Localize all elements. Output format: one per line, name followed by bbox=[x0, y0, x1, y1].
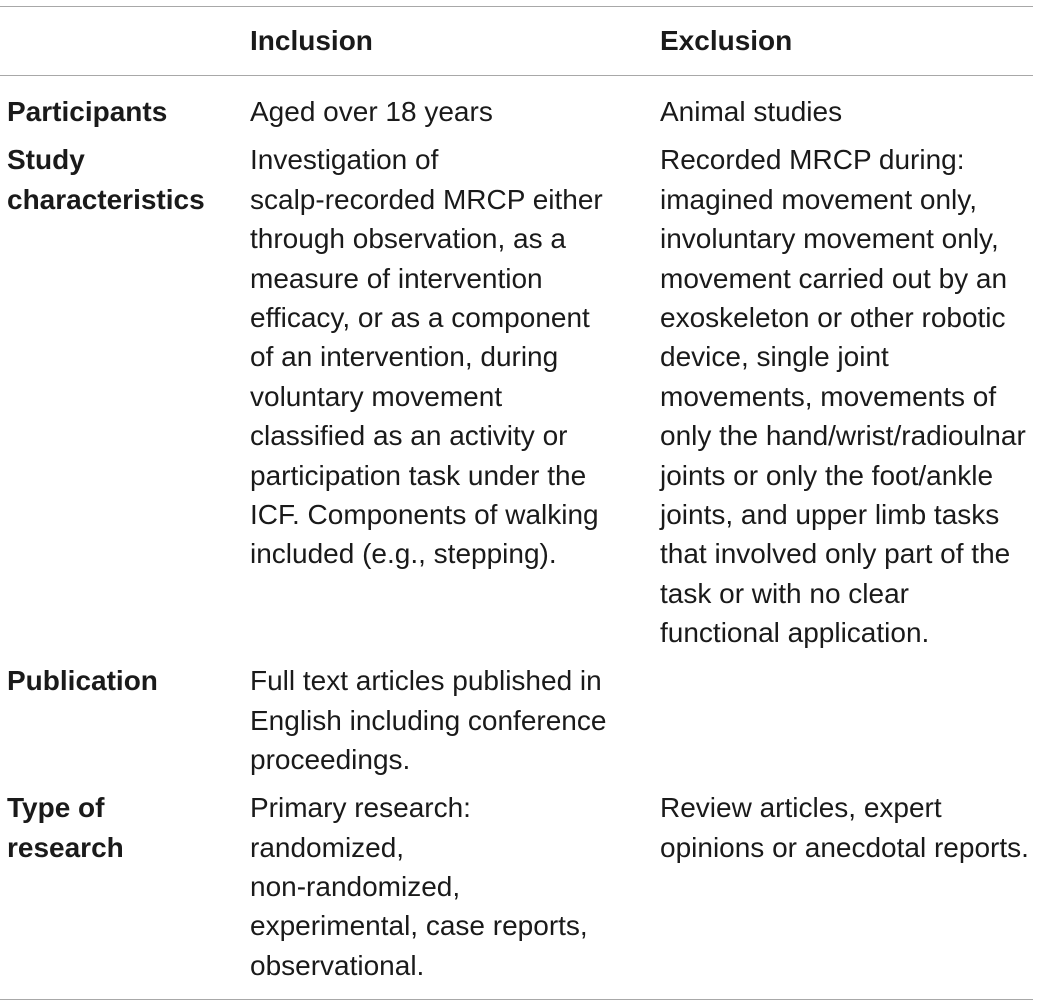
cell-text-line: involuntary movement only, bbox=[660, 223, 999, 255]
table-row bbox=[0, 657, 1033, 784]
cell-text-line: Recorded MRCP during: bbox=[660, 144, 965, 176]
cell-text-line: exoskeleton or other robotic bbox=[660, 302, 1006, 334]
exclusion-cell bbox=[660, 657, 1033, 784]
cell-text-line: task or with no clear bbox=[660, 577, 909, 609]
cell-text-line: through observation, as a bbox=[250, 223, 566, 255]
row-header-cell bbox=[0, 657, 250, 784]
cell-text-line: movement carried out by an bbox=[660, 262, 1008, 294]
cell-text-line: joints, and upper limb tasks bbox=[660, 499, 1000, 531]
header-corner-cell bbox=[0, 7, 250, 76]
cell-text-line: characteristics bbox=[7, 183, 205, 215]
cell-text-line: efficacy, or as a component bbox=[250, 302, 590, 334]
cell-text-line: Primary research: bbox=[250, 792, 471, 824]
cell-text-line: scalp-recorded MRCP either bbox=[250, 183, 603, 215]
cell-text-line: functional application. bbox=[660, 617, 930, 649]
cell-text-line: only the hand/wrist/radioulnar bbox=[660, 420, 1026, 452]
cell-text-line: voluntary movement bbox=[250, 380, 503, 412]
cell-text-line: that involved only part of the bbox=[660, 538, 1011, 570]
exclusion-cell bbox=[660, 76, 1033, 136]
cell-text-line: classified as an activity or bbox=[250, 420, 568, 452]
cell-text-line: opinions or anecdotal reports. bbox=[660, 831, 1029, 863]
cell-text-line: ICF. Components of walking bbox=[250, 499, 599, 531]
cell-text-line: joints or only the foot/ankle bbox=[660, 459, 994, 491]
cell-text-line: Study bbox=[7, 144, 85, 176]
cell-text-line: measure of intervention bbox=[250, 262, 543, 294]
table-row bbox=[0, 76, 1033, 136]
criteria-table bbox=[0, 6, 1033, 1000]
table-body bbox=[0, 76, 1033, 1000]
row-header-cell bbox=[0, 784, 250, 1000]
exclusion-cell bbox=[660, 136, 1033, 657]
table-row bbox=[0, 136, 1033, 657]
header-row bbox=[0, 7, 1033, 76]
table-header bbox=[0, 7, 1033, 76]
cell-text-line: experimental, case reports, bbox=[250, 910, 588, 942]
row-header-cell bbox=[0, 76, 250, 136]
cell-text-line: English including conference bbox=[250, 704, 607, 736]
cell-text-line: Participants bbox=[7, 96, 168, 128]
inclusion-cell bbox=[250, 784, 660, 1000]
cell-text-line: Animal studies bbox=[660, 96, 843, 128]
cell-text-line: Review articles, expert bbox=[660, 792, 942, 824]
column-header-inclusion: Inclusion bbox=[250, 25, 373, 56]
cell-text-line: Type of bbox=[7, 792, 105, 824]
cell-text-line: proceedings. bbox=[250, 744, 411, 776]
cell-text-line: research bbox=[7, 831, 124, 863]
cell-text-line: observational. bbox=[250, 949, 425, 981]
inclusion-cell bbox=[250, 76, 660, 136]
criteria-table-container bbox=[0, 6, 1033, 1000]
cell-text-line: Publication bbox=[7, 665, 158, 697]
inclusion-cell bbox=[250, 136, 660, 657]
cell-text-line: participation task under the bbox=[250, 459, 587, 491]
cell-text-line: non-randomized, bbox=[250, 870, 461, 902]
cell-text-line: of an intervention, during bbox=[250, 341, 559, 373]
row-header-cell bbox=[0, 136, 250, 657]
cell-text-line: imagined movement only, bbox=[660, 183, 977, 215]
cell-text-line: included (e.g., stepping). bbox=[250, 538, 557, 570]
cell-text-line: Aged over 18 years bbox=[250, 96, 493, 128]
cell-text-line: device, single joint bbox=[660, 341, 889, 373]
cell-text-line: randomized, bbox=[250, 831, 405, 863]
column-header-exclusion: Exclusion bbox=[660, 25, 793, 56]
cell-text-line: movements, movements of bbox=[660, 380, 997, 412]
cell-text-line: Investigation of bbox=[250, 144, 439, 176]
table-row bbox=[0, 784, 1033, 1000]
inclusion-cell bbox=[250, 657, 660, 784]
exclusion-cell bbox=[660, 784, 1033, 1000]
cell-text-line: Full text articles published in bbox=[250, 665, 602, 697]
